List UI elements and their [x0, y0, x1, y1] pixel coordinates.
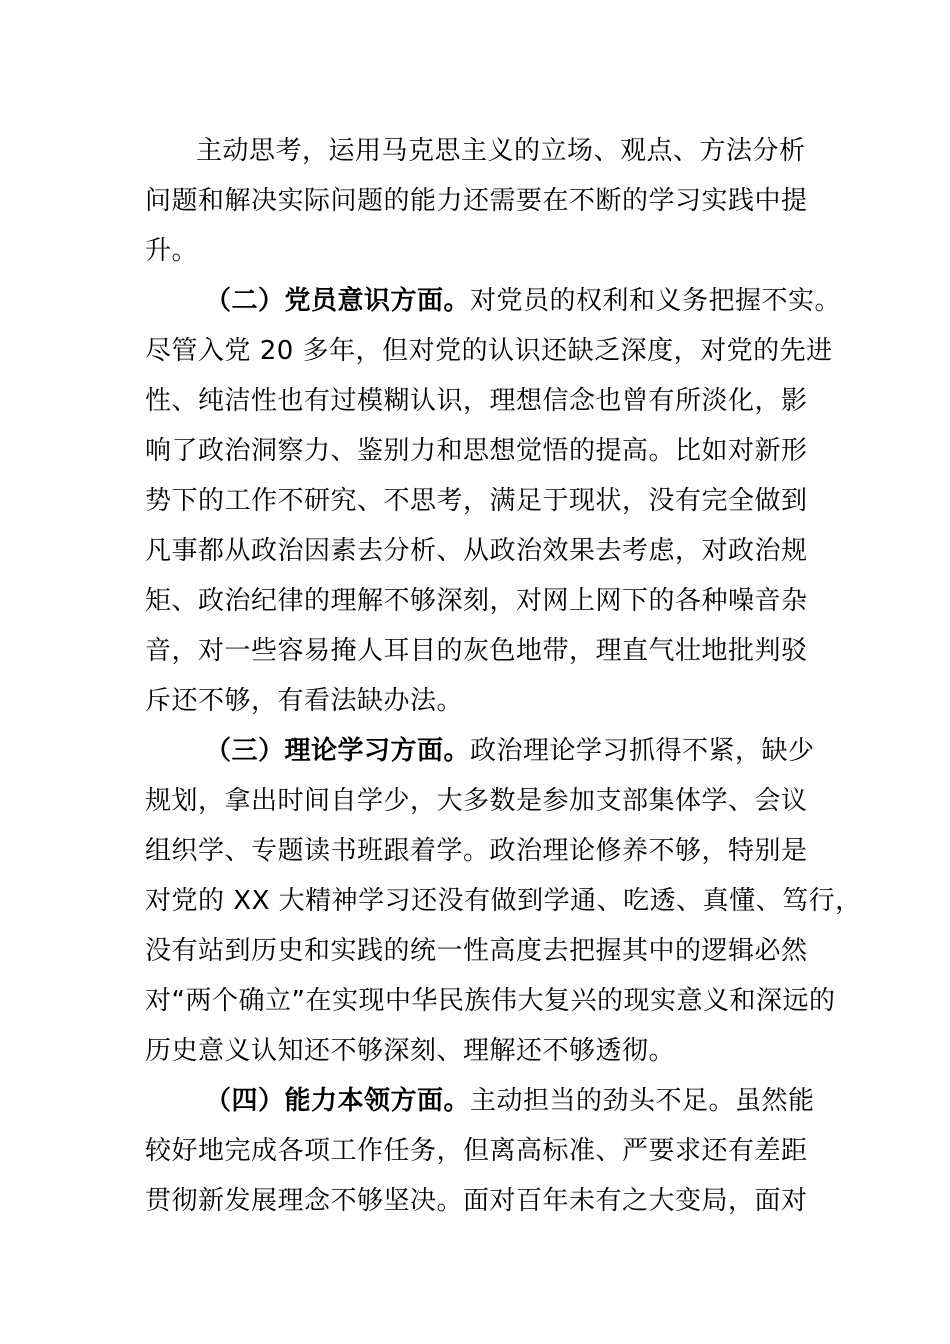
paragraph-line: 对“两个确立”在实现中华民族伟大复兴的现实意义和深远的	[145, 986, 836, 1016]
paragraph-line: 响了政治洞察力、鉴别力和思想觉悟的提高。比如对新形	[145, 436, 808, 466]
paragraph-first-line	[205, 1081, 815, 1121]
paragraph-line: 贯彻新发展理念不够坚决。面对百年未有之大变局，面对	[145, 1186, 808, 1216]
paragraph-text: 政治理论学习抓得不紧，缺少	[470, 736, 815, 766]
paragraph-line: 矩、政治纪律的理解不够深刻，对网上网下的各种噪音杂	[145, 586, 808, 616]
paragraph-line: 势下的工作不研究、不思考，满足于现状，没有完全做到	[145, 486, 808, 516]
paragraph-line: 历史意义认知还不够深刻、理解还不够透彻。	[145, 1036, 676, 1066]
paragraph-line: 规划，拿出时间自学少，大多数是参加支部集体学、会议	[145, 786, 808, 816]
paragraph-line: 较好地完成各项工作任务，但离高标准、严要求还有差距	[145, 1136, 808, 1166]
paragraph-line: 问题和解决实际问题的能力还需要在不断的学习实践中提	[145, 186, 808, 216]
paragraph-line: 凡事都从政治因素去分析、从政治效果去考虑，对政治规	[145, 536, 808, 566]
paragraph-line: 斥还不够，有看法缺办法。	[145, 686, 464, 716]
paragraph-line: 对党的 XX 大精神学习还没有做到学通、吃透、真懂、笃行，	[145, 886, 862, 916]
section-heading: （四）能力本领方面。	[205, 1086, 471, 1116]
paragraph-line: 主动思考，运用马克思主义的立场、观点、方法分析	[196, 136, 806, 166]
section-heading: （二）党员意识方面。	[205, 286, 471, 316]
paragraph-line: 音，对一些容易掩人耳目的灰色地带，理直气壮地批判驳	[145, 636, 808, 666]
paragraph-line: 升。	[145, 236, 199, 266]
paragraph-line: 性、纯洁性也有过模糊认识，理想信念也曾有所淡化，影	[145, 386, 808, 416]
paragraph-text: 主动担当的劲头不足。虽然能	[470, 1086, 815, 1116]
paragraph-line: 组织学、专题读书班跟着学。政治理论修养不够，特别是	[145, 836, 808, 866]
paragraph-line: 没有站到历史和实践的统一性高度去把握其中的逻辑必然	[145, 936, 808, 966]
section-heading: （三）理论学习方面。	[205, 736, 471, 766]
paragraph-first-line	[205, 281, 841, 321]
paragraph-first-line	[205, 731, 815, 771]
paragraph-text: 对党员的权利和义务把握不实。	[470, 286, 842, 316]
paragraph-line: 尽管入党 20 多年，但对党的认识还缺乏深度，对党的先进	[145, 336, 833, 366]
